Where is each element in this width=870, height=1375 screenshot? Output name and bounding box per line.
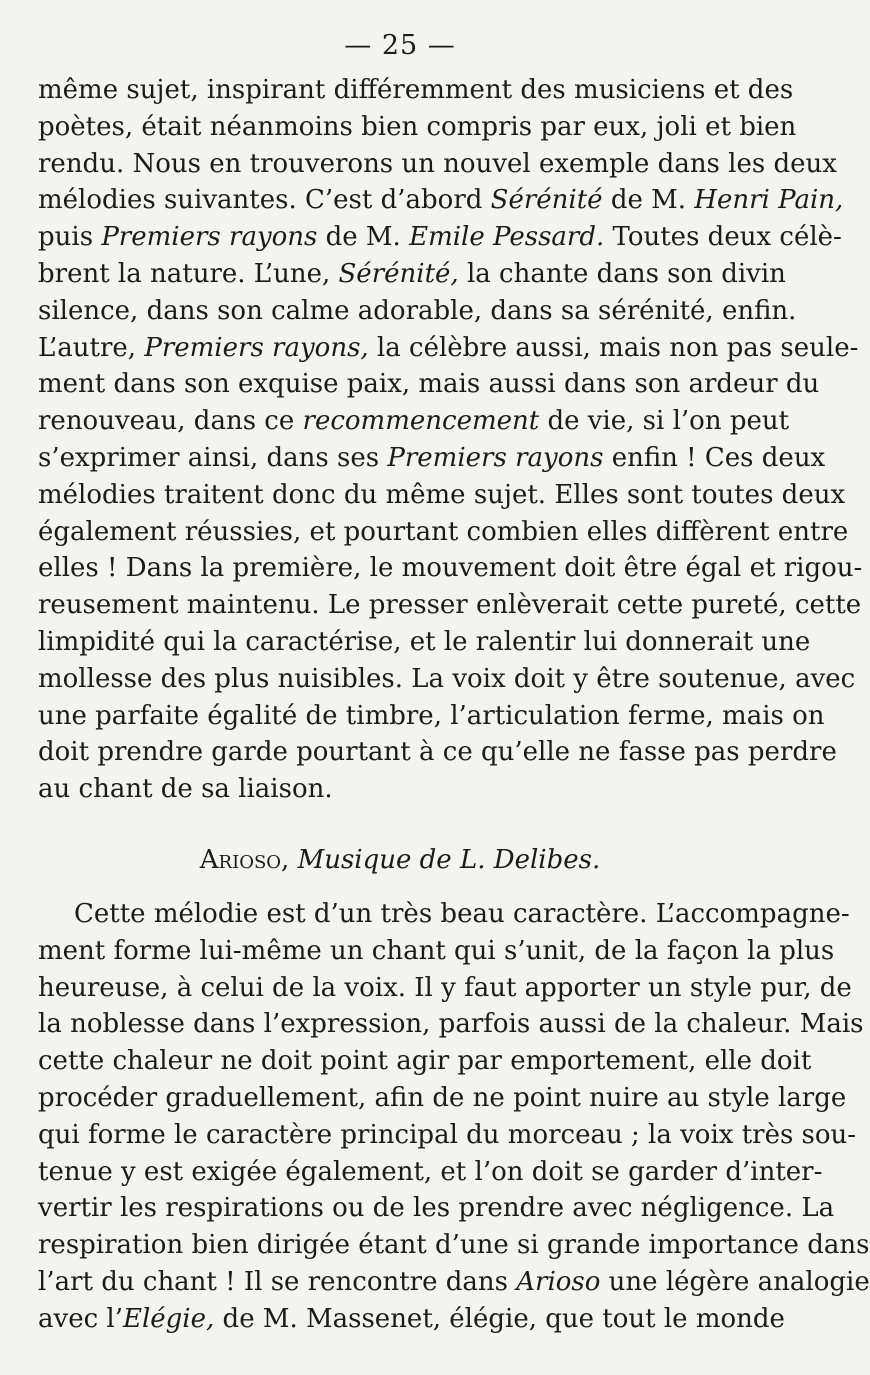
text-span: qui forme le caractère principal du morceau ; la voix très sou-	[38, 1119, 857, 1150]
italic-text: Sérénité	[490, 185, 603, 216]
text-span: reusement maintenu. Le presser enlèverait cette pureté, cette	[38, 590, 862, 621]
text-line	[38, 1301, 785, 1338]
text-line	[38, 661, 856, 698]
italic-text: Sérénité,	[338, 258, 459, 289]
text-span: brent la nature. L’une,	[38, 258, 339, 289]
text-span: vertir les respirations ou de les prendre avec négligence. La	[38, 1193, 835, 1224]
text-span: heureuse, à celui de la voix. Il y faut apporter un style pur, de	[38, 972, 852, 1003]
text-span: tenue y est exigée également, et l’on doit se garder d’inter-	[38, 1156, 823, 1187]
text-span: même sujet, inspirant différemment des musiciens et des	[38, 75, 794, 105]
text-line	[38, 477, 846, 514]
text-span: respiration bien dirigée étant d’une si grande importance dans	[38, 1230, 870, 1261]
text-span: l’art du chant ! Il se rencontre dans	[38, 1266, 517, 1297]
text-line	[38, 698, 825, 735]
text-span: la chante dans son divin	[458, 258, 786, 289]
text-span: la noblesse dans l’expression, parfois aussi de la chaleur. Mais	[38, 1009, 864, 1040]
text-span: avec l’	[38, 1303, 123, 1334]
text-line	[38, 550, 863, 587]
text-line	[38, 1006, 864, 1043]
text-span: enfin ! Ces deux	[603, 442, 826, 473]
text-line	[38, 72, 794, 109]
page-number: — 25 —	[344, 30, 456, 61]
text-line	[38, 1190, 835, 1227]
text-span: Toutes deux célè-	[604, 222, 842, 253]
text-line	[38, 1043, 812, 1080]
text-line	[38, 1154, 823, 1191]
italic-text: recommencement	[302, 406, 540, 437]
text-line	[38, 403, 790, 440]
italic-text: Henri Pain,	[694, 185, 844, 216]
text-line	[38, 734, 837, 771]
text-span: s’exprimer ainsi, dans ses	[38, 442, 388, 473]
text-line	[38, 440, 826, 477]
text-span: de vie, si l’on peut	[539, 406, 790, 437]
text-line	[38, 109, 797, 146]
paragraph-2	[38, 896, 870, 1338]
text-line	[38, 182, 844, 219]
italic-text: Premiers rayons	[387, 442, 604, 473]
text-span: de M.	[602, 185, 695, 216]
text-span: une légère analogie	[600, 1266, 870, 1297]
text-line	[38, 256, 786, 293]
text-span: puis	[38, 222, 102, 253]
text-line	[38, 970, 852, 1007]
text-span: mélodies traitent donc du même sujet. Elles sont toutes deux	[38, 479, 846, 510]
text-line	[38, 771, 766, 808]
text-span: poètes, était néanmoins bien compris par eux, joli et bien	[38, 111, 797, 142]
text-line	[38, 933, 835, 970]
heading-title: Arioso,	[199, 845, 290, 875]
text-line	[38, 624, 811, 661]
text-span: procéder graduellement, afin de ne point nuire au style large	[38, 1082, 847, 1113]
text-line	[38, 896, 850, 933]
text-line	[38, 293, 797, 330]
text-span: Cette mélodie est d’un très beau caractère. L’accompagne-	[74, 899, 850, 929]
text-span: une parfaite égalité de timbre, l’articulation ferme, mais on	[38, 700, 825, 731]
text-span: rendu. Nous en trouverons un nouvel exemple dans les deux	[38, 148, 837, 179]
italic-text: Arioso	[516, 1266, 601, 1297]
text-span: également réussies, et pourtant combien elles diffèrent entre	[38, 516, 849, 547]
text-span: mollesse des plus nuisibles. La voix doit y être soutenue, avec	[38, 663, 856, 694]
text-span: limpidité qui la caractérise, et le ralentir lui donnerait une	[38, 626, 811, 657]
text-span: silence, dans son calme adorable, dans sa sérénité, enfin.	[38, 295, 797, 326]
text-line	[38, 587, 862, 624]
text-span: au chant de sa liaison.	[38, 774, 333, 805]
italic-text: Emile Pessard.	[409, 222, 605, 253]
text-line	[38, 366, 820, 403]
text-line	[38, 1227, 870, 1264]
text-line	[38, 330, 859, 367]
paragraph-1	[38, 72, 863, 808]
text-span: ment forme lui-même un chant qui s’unit, de la façon la plus	[38, 935, 835, 966]
italic-text: Premiers rayons	[101, 222, 318, 253]
text-line	[38, 146, 837, 183]
text-span: doit prendre garde pourtant à ce qu’elle ne fasse pas perdre	[38, 737, 837, 768]
text-span: L’autre,	[38, 332, 145, 363]
text-span: de M.	[317, 222, 410, 253]
text-line	[38, 1117, 857, 1154]
text-line	[38, 219, 842, 256]
italic-text: Premiers rayons,	[144, 332, 369, 363]
text-line	[38, 1080, 847, 1117]
text-span: renouveau, dans ce	[38, 406, 303, 437]
text-span: mélodies suivantes. C’est d’abord	[38, 185, 491, 216]
heading-subtitle: Musique de L. Delibes.	[297, 845, 601, 875]
text-span: la célèbre aussi, mais non pas seule-	[368, 332, 859, 363]
text-span: de M. Massenet, élégie, que tout le monde	[214, 1303, 785, 1334]
text-span: ment dans son exquise paix, mais aussi dans son ardeur du	[38, 369, 820, 400]
italic-text: Elégie,	[122, 1303, 215, 1334]
text-span: elles ! Dans la première, le mouvement doit être égal et rigou-	[38, 553, 863, 584]
text-line	[38, 1264, 870, 1301]
text-line	[38, 514, 849, 551]
section-heading	[0, 842, 800, 878]
text-span: cette chaleur ne doit point agir par emportement, elle doit	[38, 1046, 812, 1077]
